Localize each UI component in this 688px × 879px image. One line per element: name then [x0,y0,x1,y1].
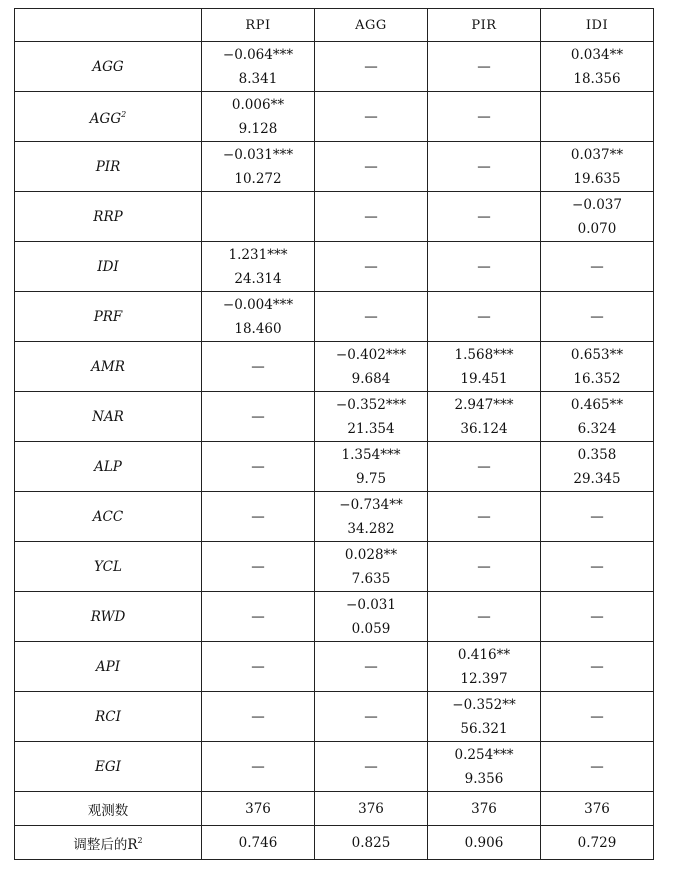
table-row [15,742,654,792]
summary-label-text: 调整后的R [73,836,138,853]
variable-label [15,442,202,492]
coefficient-value: — [364,708,378,725]
value-cell [541,692,654,742]
value-cell [202,392,315,442]
coefficient-value: — [477,58,491,75]
coefficient-value: −0.734** [339,496,403,513]
coefficient-value: — [477,508,491,525]
variable-name: AMR [91,358,125,375]
coefficient-value: 0.254*** [454,746,514,763]
value-cell [315,142,428,192]
summary-value: 0.746 [202,826,315,860]
value-cell [428,342,541,392]
variable-label [15,242,202,292]
value-cell [428,392,541,442]
summary-row [15,826,654,860]
variable-label [15,392,202,442]
value-cell [541,92,654,142]
value-cell [541,592,654,642]
value-cell [202,342,315,392]
header-cell: RPI [202,9,315,42]
variable-name: API [95,658,121,675]
coefficient-value: 0.037** [570,146,624,163]
table-row [15,292,654,342]
header-cell: PIR [428,9,541,42]
variable-name: IDI [97,258,119,275]
summary-value: 0.729 [541,826,654,860]
table-row [15,492,654,542]
value-cell [315,492,428,542]
value-cell [315,192,428,242]
value-cell [202,442,315,492]
coefficient-value: 0.358 [577,446,617,463]
statistic-value: 0.070 [577,220,617,237]
variable-label [15,592,202,642]
statistic-value: 18.460 [234,320,282,337]
coefficient-value: — [364,258,378,275]
table-row [15,692,654,742]
value-cell [315,292,428,342]
value-cell [202,242,315,292]
value-cell [315,742,428,792]
value-cell [428,742,541,792]
coefficient-value: — [477,258,491,275]
coefficient-value: — [251,408,265,425]
coefficient-value: — [477,308,491,325]
coefficient-value: — [251,658,265,675]
summary-value: 376 [202,792,315,826]
table-row [15,242,654,292]
value-cell [315,692,428,742]
value-cell [202,42,315,92]
value-cell [541,642,654,692]
coefficient-value: 0.416** [457,646,511,663]
variable-name: AGG [92,58,124,75]
value-cell [428,142,541,192]
value-cell [315,542,428,592]
coefficient-value: 1.568*** [454,346,514,363]
value-cell [202,292,315,342]
variable-label [15,42,202,92]
value-cell [541,542,654,592]
coefficient-value: — [590,308,604,325]
statistic-value: 7.635 [351,570,391,587]
statistic-value: 9.128 [238,120,278,137]
table-row [15,192,654,242]
value-cell [541,392,654,442]
coefficient-value: — [251,458,265,475]
table-row [15,392,654,442]
value-cell [202,542,315,592]
value-cell [428,92,541,142]
table-row [15,442,654,492]
value-cell [315,42,428,92]
coefficient-value: — [251,708,265,725]
variable-name: RWD [90,608,126,625]
value-cell [315,392,428,442]
summary-value: 0.825 [315,826,428,860]
value-cell [202,642,315,692]
summary-value: 0.906 [428,826,541,860]
value-cell [202,192,315,242]
coefficient-value: — [590,508,604,525]
coefficient-value: 1.231*** [228,246,288,263]
statistic-value: 6.324 [577,420,617,437]
coefficient-value: −0.037 [572,196,622,213]
coefficient-value: — [590,258,604,275]
coefficient-value: −0.031 [346,596,396,613]
coefficient-value: 1.354*** [341,446,401,463]
variable-superscript: 2 [121,109,127,119]
variable-name: RRP [93,208,123,225]
variable-name: RCI [95,708,121,725]
coefficient-value: 0.006** [231,96,285,113]
statistic-value: 10.272 [234,170,282,187]
value-cell [202,742,315,792]
table-row [15,42,654,92]
value-cell [428,192,541,242]
variable-label [15,692,202,742]
value-cell [541,292,654,342]
value-cell [315,342,428,392]
coefficient-value: — [477,108,491,125]
header-cell: AGG [315,9,428,42]
coefficient-value: — [590,608,604,625]
variable-label [15,142,202,192]
statistic-value: 21.354 [347,420,395,437]
variable-label [15,92,202,142]
value-cell [541,192,654,242]
variable-name: PIR [95,158,121,175]
statistic-value: 29.345 [573,470,621,487]
summary-superscript: 2 [137,835,143,845]
coefficient-value: 0.465** [570,396,624,413]
coefficient-value: — [590,758,604,775]
coefficient-value: — [364,758,378,775]
coefficient-value: — [364,158,378,175]
statistic-value: 18.356 [573,70,621,87]
coefficient-value: — [477,608,491,625]
value-cell [202,142,315,192]
table-row [15,642,654,692]
statistic-value: 9.75 [355,470,387,487]
value-cell [541,742,654,792]
variable-label [15,342,202,392]
coefficient-value: −0.031*** [222,146,294,163]
table-row [15,92,654,142]
table-row [15,342,654,392]
statistic-value: 9.356 [464,770,504,787]
variable-label [15,192,202,242]
variable-label [15,642,202,692]
coefficient-value: — [364,58,378,75]
summary-value: 376 [315,792,428,826]
value-cell [541,42,654,92]
summary-value: 376 [428,792,541,826]
variable-name: AGG [89,110,122,127]
coefficient-value: — [590,658,604,675]
value-cell [428,42,541,92]
coefficient-value: — [477,208,491,225]
statistic-value: 36.124 [460,420,508,437]
value-cell [315,442,428,492]
value-cell [202,592,315,642]
statistic-value: 34.282 [347,520,395,537]
value-cell [541,242,654,292]
coefficient-value: −0.352** [452,696,516,713]
value-cell [428,642,541,692]
coefficient-value: — [477,458,491,475]
coefficient-value: 0.653** [570,346,624,363]
summary-label [15,792,202,826]
statistic-value: 19.451 [460,370,508,387]
value-cell [428,542,541,592]
table-row [15,592,654,642]
coefficient-value: — [251,758,265,775]
coefficient-value: −0.064*** [222,46,294,63]
value-cell [315,242,428,292]
statistic-value: 12.397 [460,670,508,687]
variable-label [15,292,202,342]
coefficient-value: 0.034** [570,46,624,63]
summary-label-text: 观测数 [87,802,129,819]
coefficient-value: — [590,708,604,725]
value-cell [428,242,541,292]
coefficient-value: 0.028** [344,546,398,563]
table-row [15,542,654,592]
coefficient-value: — [364,208,378,225]
variable-name: ACC [92,508,124,525]
value-cell [428,592,541,642]
statistic-value: 16.352 [573,370,621,387]
coefficient-value: — [364,108,378,125]
coefficient-value: — [251,508,265,525]
coefficient-value: — [251,558,265,575]
statistic-value: 24.314 [234,270,282,287]
variable-name: NAR [92,408,124,425]
coefficient-value: — [477,158,491,175]
coefficient-value: −0.352*** [335,396,407,413]
value-cell [541,492,654,542]
header-row [15,9,654,42]
statistic-value: 56.321 [460,720,508,737]
table-row [15,142,654,192]
statistic-value: 8.341 [238,70,278,87]
variable-name: YCL [94,558,122,575]
coefficient-value: — [251,608,265,625]
value-cell [315,92,428,142]
header-cell [15,9,202,42]
value-cell [202,492,315,542]
regression-table [14,8,654,860]
summary-label [15,826,202,860]
variable-name: EGI [95,758,121,775]
value-cell [428,292,541,342]
coefficient-value: −0.004*** [222,296,294,313]
value-cell [428,692,541,742]
coefficient-value: — [251,358,265,375]
variable-label [15,492,202,542]
value-cell [315,592,428,642]
statistic-value: 19.635 [573,170,621,187]
value-cell [541,342,654,392]
value-cell [202,692,315,742]
value-cell [428,442,541,492]
coefficient-value: — [364,308,378,325]
coefficient-value: — [590,558,604,575]
coefficient-value: — [364,658,378,675]
statistic-value: 9.684 [351,370,391,387]
statistic-value: 0.059 [351,620,391,637]
value-cell [541,142,654,192]
variable-name: ALP [94,458,122,475]
summary-value: 376 [541,792,654,826]
value-cell [428,492,541,542]
variable-label [15,742,202,792]
header-cell: IDI [541,9,654,42]
coefficient-value: — [477,558,491,575]
coefficient-value: −0.402*** [335,346,407,363]
variable-label [15,542,202,592]
variable-name: PRF [93,308,123,325]
value-cell [202,92,315,142]
value-cell [315,642,428,692]
coefficient-value: 2.947*** [454,396,514,413]
summary-row [15,792,654,826]
value-cell [541,442,654,492]
